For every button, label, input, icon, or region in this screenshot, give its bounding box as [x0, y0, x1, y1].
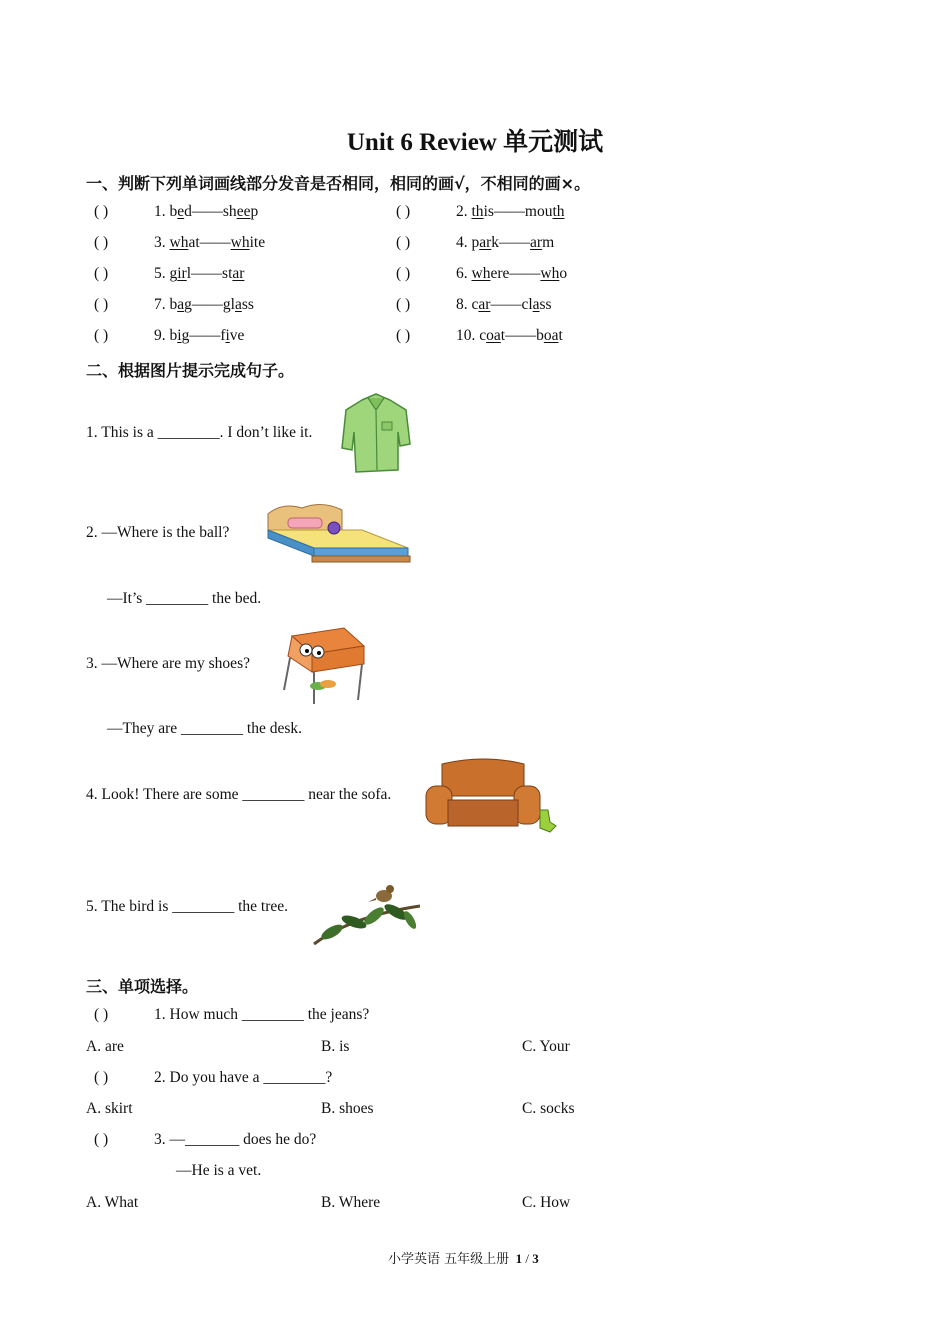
underlined-letters: ee	[236, 203, 251, 220]
question-3-2: 2. Do you have a ________?	[154, 1069, 333, 1086]
word-part: is	[483, 203, 494, 220]
question-3-1: 1. How much ________ the jeans?	[154, 1006, 370, 1023]
word-part: g	[169, 265, 178, 282]
underlined-letters: oa	[543, 327, 559, 344]
word-part: m	[542, 234, 555, 251]
answer-paren[interactable]: ( )	[94, 1069, 109, 1086]
question-3-3: 3. —_______ does he do?	[154, 1131, 317, 1148]
item-number: 9.	[154, 327, 166, 344]
item-number: 10.	[456, 327, 476, 344]
page-title: Unit 6 Review 单元测试	[346, 129, 604, 156]
answer-paren[interactable]: ( )	[396, 265, 411, 282]
option-c[interactable]: C. Your	[522, 1038, 570, 1055]
answer-paren[interactable]: ( )	[94, 327, 109, 344]
option-b[interactable]: B. is	[321, 1038, 350, 1055]
section-1-heading: 一、判断下列单词画线部分发音是否相同，相同的画√，不相同的画×。	[86, 174, 591, 193]
underlined-letters: wh	[540, 265, 560, 282]
sofa-image	[424, 756, 560, 836]
item-number: 4.	[456, 234, 468, 251]
word-part: ve	[229, 327, 245, 344]
answer-paren[interactable]: ( )	[94, 296, 109, 313]
dash: ——	[191, 203, 223, 220]
word-part: sh	[222, 203, 237, 220]
word-part: ss	[241, 296, 254, 313]
underlined-letters: a	[177, 296, 185, 313]
underlined-letters: ar	[478, 296, 491, 313]
word-part: o	[559, 265, 568, 282]
section-3-heading: 三、单项选择。	[86, 977, 199, 996]
phonics-item	[456, 203, 565, 221]
underlined-letters: oa	[486, 327, 501, 344]
item-number: 5.	[154, 265, 166, 282]
question-2-1: 1. This is a ________. I don’t like it.	[86, 424, 313, 441]
underlined-letters: ar	[479, 234, 492, 251]
underlined-letters: ir	[177, 265, 187, 282]
underlined-letters: wh	[471, 265, 491, 282]
dash: ——	[493, 203, 525, 220]
desk-image	[278, 620, 368, 706]
option-b[interactable]: B. Where	[321, 1194, 381, 1211]
word-part: g	[184, 296, 192, 313]
question-2-3b: —They are ________ the desk.	[107, 720, 302, 737]
underlined-letters: ar	[232, 265, 245, 282]
option-c[interactable]: C. How	[522, 1194, 571, 1211]
word-part: p	[250, 203, 259, 220]
answer-paren[interactable]: ( )	[396, 296, 411, 313]
word-part: f	[220, 327, 226, 344]
question-2-2a: 2. —Where is the ball?	[86, 524, 230, 541]
item-number: 1.	[154, 203, 166, 220]
page-total: 3	[532, 1251, 539, 1266]
footer-text: 小学英语 五年级上册	[388, 1252, 510, 1267]
item-number: 3.	[154, 234, 166, 251]
word-part: ss	[539, 296, 552, 313]
word-part: b	[169, 296, 178, 313]
word-part: k	[491, 234, 500, 251]
jacket-image	[340, 392, 412, 476]
dash: ——	[505, 327, 537, 344]
question-3-3-reply: —He is a vet.	[176, 1162, 262, 1179]
phonics-item	[154, 327, 244, 345]
word-part: c	[471, 296, 479, 313]
item-number: 6.	[456, 265, 468, 282]
answer-paren[interactable]: ( )	[396, 327, 411, 344]
underlined-letters: a	[234, 296, 242, 313]
underlined-letters: a	[532, 296, 540, 313]
option-a[interactable]: A. skirt	[86, 1100, 133, 1117]
word-part: mou	[524, 203, 553, 220]
dash: ——	[191, 296, 223, 313]
question-2-3a: 3. —Where are my shoes?	[86, 655, 250, 672]
option-c[interactable]: C. socks	[522, 1100, 575, 1117]
phonics-item	[154, 203, 258, 221]
underlined-letters: e	[177, 203, 185, 220]
word-part: c	[479, 327, 487, 344]
bird-on-tree-image	[312, 876, 424, 952]
answer-paren[interactable]: ( )	[396, 203, 411, 220]
phonics-item	[456, 327, 563, 345]
answer-paren[interactable]: ( )	[94, 203, 109, 220]
bed-image	[262, 500, 412, 570]
phonics-item	[154, 234, 265, 252]
phonics-item	[456, 265, 567, 283]
word-part: b	[169, 203, 178, 220]
dash: ——	[199, 234, 231, 251]
word-part: cl	[521, 296, 533, 313]
word-part: p	[471, 234, 480, 251]
word-part: b	[169, 327, 178, 344]
word-part: t	[500, 327, 506, 344]
answer-paren[interactable]: ( )	[94, 234, 109, 251]
section-2-heading: 二、根据图片提示完成句子。	[86, 361, 295, 380]
underlined-letters: i	[225, 327, 230, 344]
answer-paren[interactable]: ( )	[94, 1131, 109, 1148]
answer-paren[interactable]: ( )	[94, 265, 109, 282]
question-2-4: 4. Look! There are some ________ near the sofa.	[86, 786, 392, 803]
word-part: st	[222, 265, 233, 282]
page-number: 1	[515, 1251, 523, 1266]
underlined-letters: th	[552, 203, 565, 220]
dash: ——	[189, 327, 221, 344]
item-number: 7.	[154, 296, 166, 313]
underlined-letters: th	[471, 203, 484, 220]
phonics-item	[456, 234, 554, 252]
word-part: t	[558, 327, 563, 344]
word-part: d	[184, 203, 192, 220]
underlined-letters: wh	[230, 234, 250, 251]
dash: ——	[191, 265, 223, 282]
word-part: l	[186, 265, 192, 282]
word-part: b	[536, 327, 544, 344]
dash: ——	[499, 234, 531, 251]
underlined-letters: i	[177, 327, 182, 344]
question-2-5: 5. The bird is ________ the tree.	[86, 898, 289, 915]
answer-paren[interactable]: ( )	[94, 1006, 109, 1023]
word-part: gl	[222, 296, 235, 313]
phonics-item	[154, 296, 254, 314]
phonics-item	[154, 265, 244, 283]
question-2-2b: —It’s ________ the bed.	[107, 590, 262, 607]
phonics-item	[456, 296, 552, 314]
page-separator: /	[522, 1251, 533, 1266]
option-b[interactable]: B. shoes	[321, 1100, 374, 1117]
page-footer	[388, 1248, 539, 1267]
item-number: 2.	[456, 203, 468, 220]
word-part: g	[181, 327, 190, 344]
underlined-letters: ar	[530, 234, 543, 251]
underlined-letters: wh	[169, 234, 189, 251]
word-part: ite	[249, 234, 266, 251]
option-a[interactable]: A. are	[86, 1038, 124, 1055]
dash: ——	[490, 296, 522, 313]
answer-paren[interactable]: ( )	[396, 234, 411, 251]
option-a[interactable]: A. What	[86, 1194, 139, 1211]
item-number: 8.	[456, 296, 468, 313]
word-part: at	[188, 234, 200, 251]
dash: ——	[509, 265, 541, 282]
word-part: ere	[490, 265, 510, 282]
